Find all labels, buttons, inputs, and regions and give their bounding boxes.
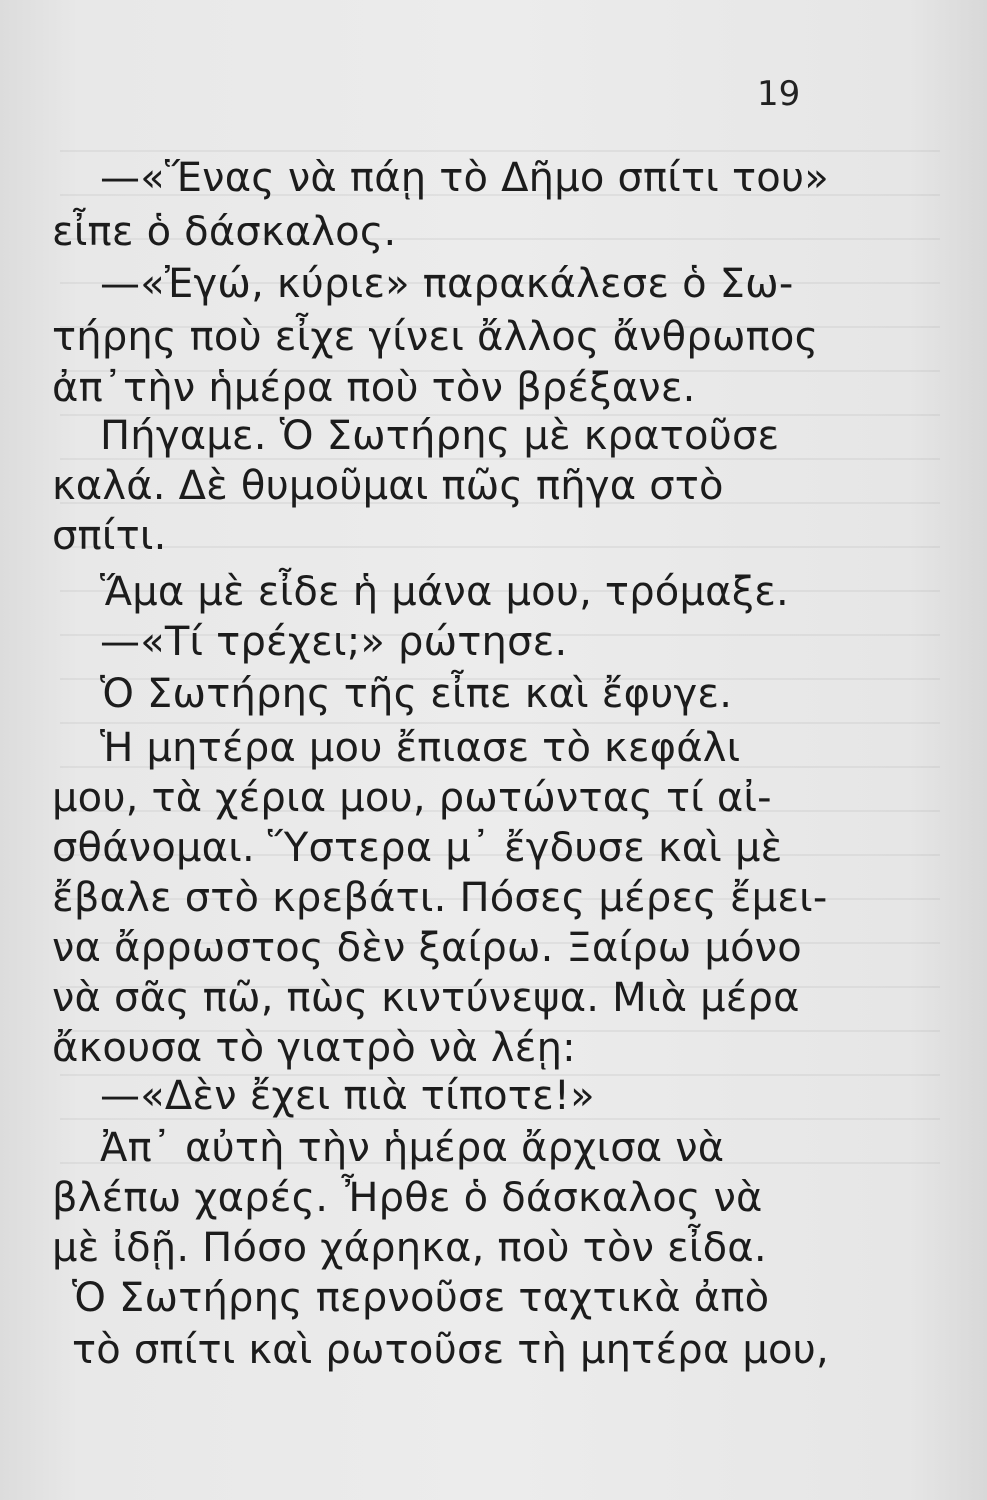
page-number: 19 bbox=[757, 74, 801, 114]
text-line: Ἀπ᾿ αὐτὴ τὴν ἡμέρα ἄρχισα νὰ bbox=[100, 1125, 725, 1171]
text-line: —«Ἕνας νὰ πάῃ τὸ Δῆμο σπίτι του» bbox=[100, 155, 829, 201]
text-line: ἀπ᾿τὴν ἡμέρα ποὺ τὸν βρέξανε. bbox=[52, 365, 696, 411]
text-line: Ὁ Σωτήρης τῆς εἶπε καὶ ἔφυγε. bbox=[100, 671, 733, 717]
text-line: βλέπω χαρές. Ἦρθε ὁ δάσκαλος νὰ bbox=[52, 1175, 763, 1221]
text-line: να ἄρρωστος δὲν ξαίρω. Ξαίρω μόνο bbox=[52, 925, 802, 971]
text-line: —«Δὲν ἔχει πιὰ τίποτε!» bbox=[100, 1073, 595, 1119]
text-line: μὲ ἰδῇ. Πόσο χάρηκα, ποὺ τὸν εἶδα. bbox=[52, 1225, 767, 1271]
text-line: μου, τὰ χέρια μου, ρωτώντας τί αἰ- bbox=[52, 775, 772, 821]
text-line: νὰ σᾶς πῶ, πὼς κιντύνεψα. Μιὰ μέρα bbox=[52, 975, 800, 1021]
text-line: Ἡ μητέρα μου ἔπιασε τὸ κεφάλι bbox=[100, 725, 741, 771]
text-line: ἄκουσα τὸ γιατρὸ νὰ λέῃ: bbox=[52, 1025, 576, 1071]
text-line: —«Τί τρέχει;» ρώτησε. bbox=[100, 619, 568, 665]
text-line: Πήγαμε. Ὁ Σωτήρης μὲ κρατοῦσε bbox=[100, 413, 780, 459]
text-line: —«Ἐγώ, κύριε» παρακάλεσε ὁ Σω- bbox=[100, 261, 794, 307]
text-line: σθάνομαι. Ὕστερα μ᾿ ἔγδυσε καὶ μὲ bbox=[52, 825, 783, 871]
text-line: ἔβαλε στὸ κρεβάτι. Πόσες μέρες ἔμει- bbox=[52, 875, 828, 921]
text-line: καλά. Δὲ θυμοῦμαι πῶς πῆγα στὸ bbox=[52, 463, 724, 509]
text-line: Ἅμα μὲ εἶδε ἡ μάνα μου, τρόμαξε. bbox=[100, 569, 789, 615]
text-line: εἶπε ὁ δάσκαλος. bbox=[52, 209, 397, 255]
text-line: Ὁ Σωτήρης περνοῦσε ταχτικὰ ἀπὸ bbox=[72, 1275, 770, 1321]
text-line: τήρης ποὺ εἶχε γίνει ἄλλος ἄνθρωπος bbox=[52, 314, 819, 360]
text-line: τὸ σπίτι καὶ ρωτοῦσε τὴ μητέρα μου, bbox=[72, 1327, 829, 1373]
text-line: σπίτι. bbox=[52, 513, 167, 559]
